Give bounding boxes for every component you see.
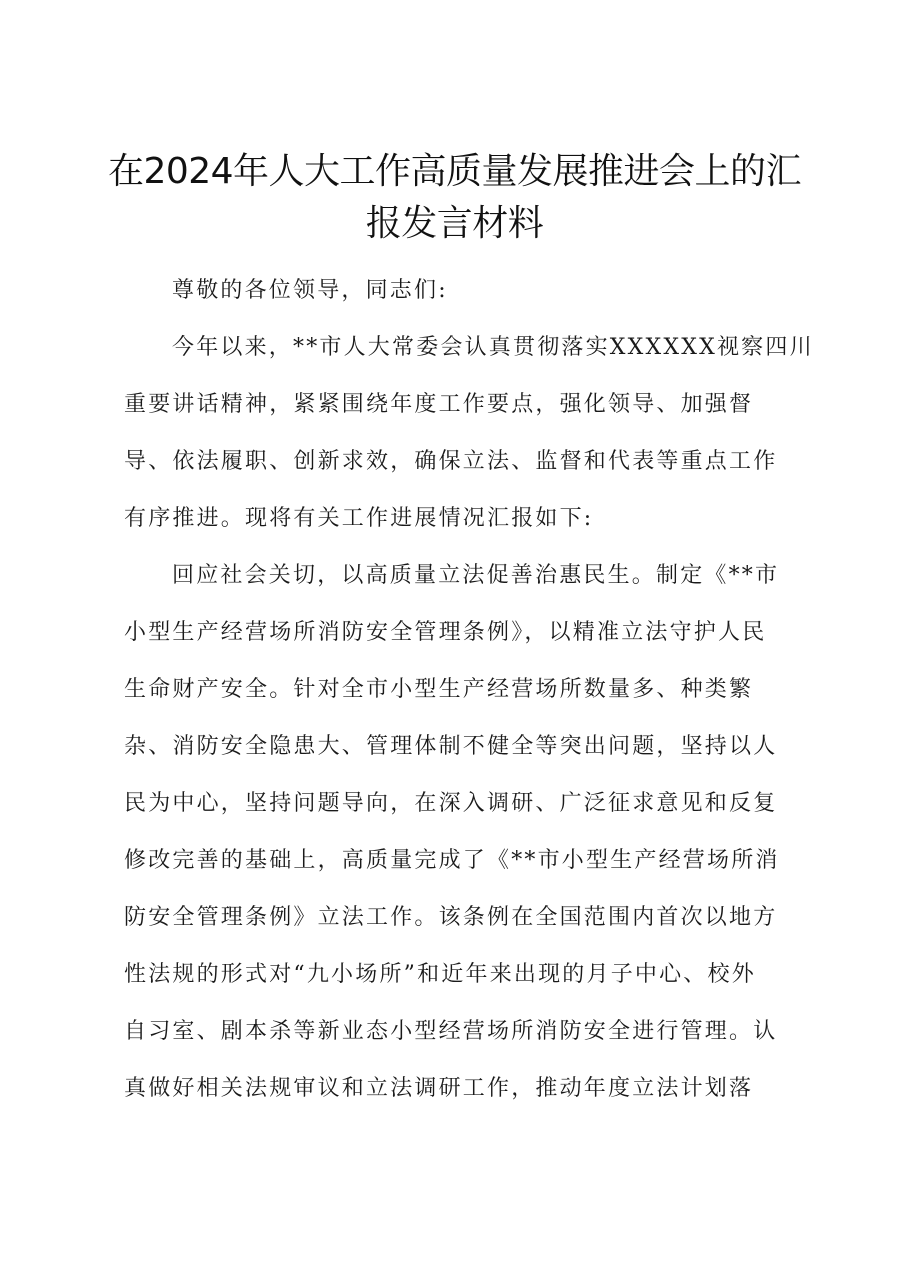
paragraph-line: 重要讲话精神，紧紧围绕年度工作要点，强化领导、加强督 xyxy=(124,392,754,417)
title-line: 报发言材料 xyxy=(365,203,544,244)
paragraph-line: 防安全管理条例》立法工作。该条例在全国范围内首次以地方 xyxy=(124,905,778,930)
paragraph-line: 自习室、剧本杀等新业态小型经营场所消防安全进行管理。认 xyxy=(124,1019,778,1044)
document-title xyxy=(100,146,809,250)
paragraph-line: 小型生产经营场所消防安全管理条例》，以精准立法守护人民 xyxy=(124,620,767,645)
title-line: 在2024年人大工作高质量发展推进会上的汇 xyxy=(107,151,802,192)
paragraph-line: 性法规的形式对“九小场所”和近年来出现的月子中心、校外 xyxy=(124,962,756,987)
paragraph-line: 回应社会关切，以高质量立法促善治惠民生。制定《**市 xyxy=(172,563,780,588)
paragraph-line: 生命财产安全。针对全市小型生产经营场所数量多、种类繁 xyxy=(124,677,754,702)
paragraph-line: 修改完善的基础上，高质量完成了《**市小型生产经营场所消 xyxy=(124,848,780,873)
paragraph-line: 真做好相关法规审议和立法调研工作，推动年度立法计划落 xyxy=(124,1076,754,1101)
paragraph-line: 今年以来，**市人大常委会认真贯彻落实XXXXXX视察四川 xyxy=(172,335,814,360)
document-body xyxy=(124,262,814,1117)
salutation: 尊敬的各位领导，同志们: xyxy=(172,278,448,303)
paragraph-line: 民为中心，坚持问题导向，在深入调研、广泛征求意见和反复 xyxy=(124,791,778,816)
paragraph-line: 杂、消防安全隐患大、管理体制不健全等突出问题，坚持以人 xyxy=(124,734,778,759)
paragraph-line: 导、依法履职、创新求效，确保立法、监督和代表等重点工作 xyxy=(124,449,778,474)
paragraph-line: 有序推进。现将有关工作进展情况汇报如下: xyxy=(124,506,594,531)
